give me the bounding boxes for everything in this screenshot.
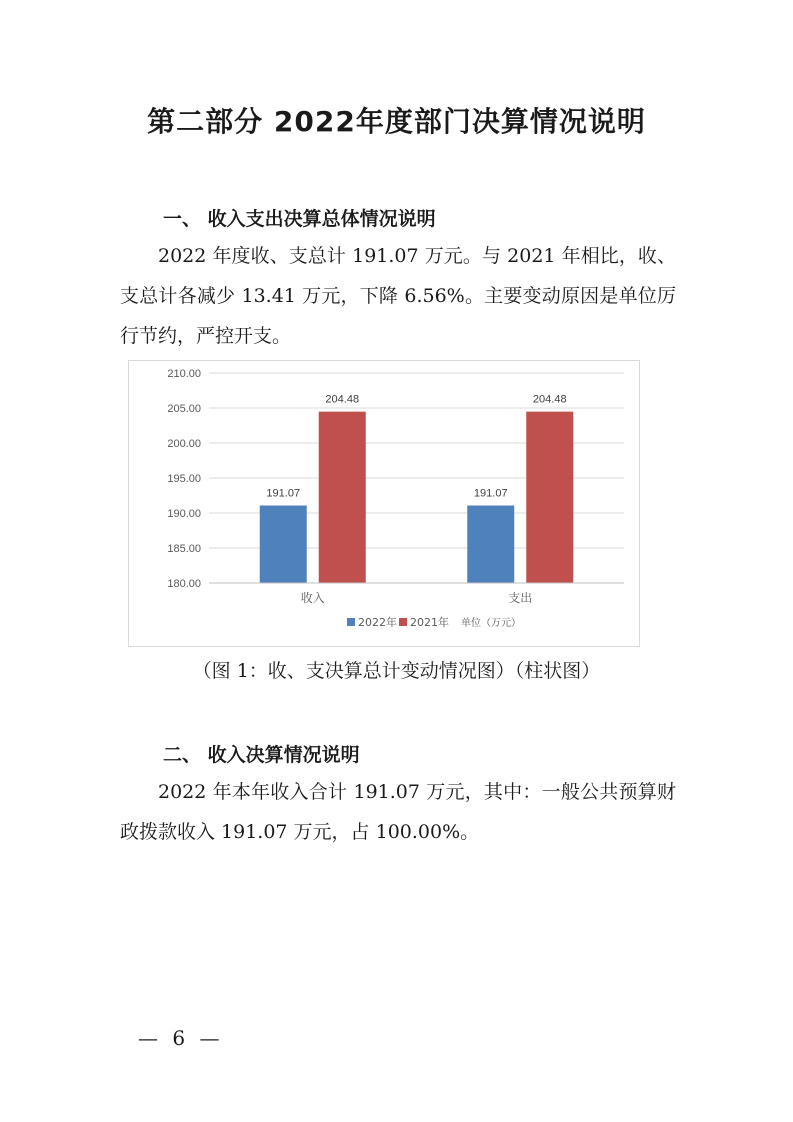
- bar: [319, 412, 366, 583]
- unit-note: 单位（万元）: [461, 618, 521, 629]
- legend-label: 2022年: [358, 616, 397, 629]
- y-tick-label: 190.00: [167, 508, 201, 520]
- data-label: 191.07: [266, 487, 301, 500]
- data-label: 191.07: [473, 487, 508, 500]
- legend-label: 2021年: [410, 616, 449, 629]
- y-tick-label: 180.00: [167, 578, 201, 590]
- y-tick-label: 200.00: [167, 438, 201, 450]
- legend-swatch: [399, 618, 407, 626]
- y-tick-label: 210.00: [167, 368, 201, 380]
- legend-swatch: [347, 618, 355, 626]
- chart-canvas: [129, 361, 639, 646]
- section-paragraph-income-expense: 2022 年度收、支总计 191.07 万元。与 2021 年相比，收、支总计各减少 13.41 万元，下降 6.56%。主要变动原因是单位厉行节约，严控开支。: [120, 245, 676, 347]
- section-paragraph-income: 2022 年本年收入合计 191.07 万元，其中：一般公共预算财政拨款收入 191.07 万元，占 100.00%。: [120, 781, 676, 843]
- bar: [260, 506, 307, 583]
- x-tick-label: 支出: [508, 591, 533, 605]
- x-tick-label: 收入: [300, 591, 325, 605]
- section-heading-income-expense: 一、 收入支出决算总体情况说明: [163, 208, 436, 230]
- y-tick-label: 195.00: [167, 473, 201, 485]
- income-expense-bar-chart: [128, 360, 640, 647]
- y-tick-label: 185.00: [167, 543, 201, 555]
- figure-caption: （图 1：收、支决算总计变动情况图）（柱状图）: [192, 660, 601, 682]
- bar: [467, 506, 514, 583]
- page-number: — 6 —: [138, 1026, 224, 1050]
- bar: [526, 412, 573, 583]
- data-label: 204.48: [325, 393, 360, 406]
- page-title: 第二部分 2022年度部门决算情况说明: [147, 105, 646, 138]
- data-label: 204.48: [532, 393, 567, 406]
- section-heading-income: 二、 收入决算情况说明: [163, 744, 360, 766]
- y-tick-label: 205.00: [167, 403, 201, 415]
